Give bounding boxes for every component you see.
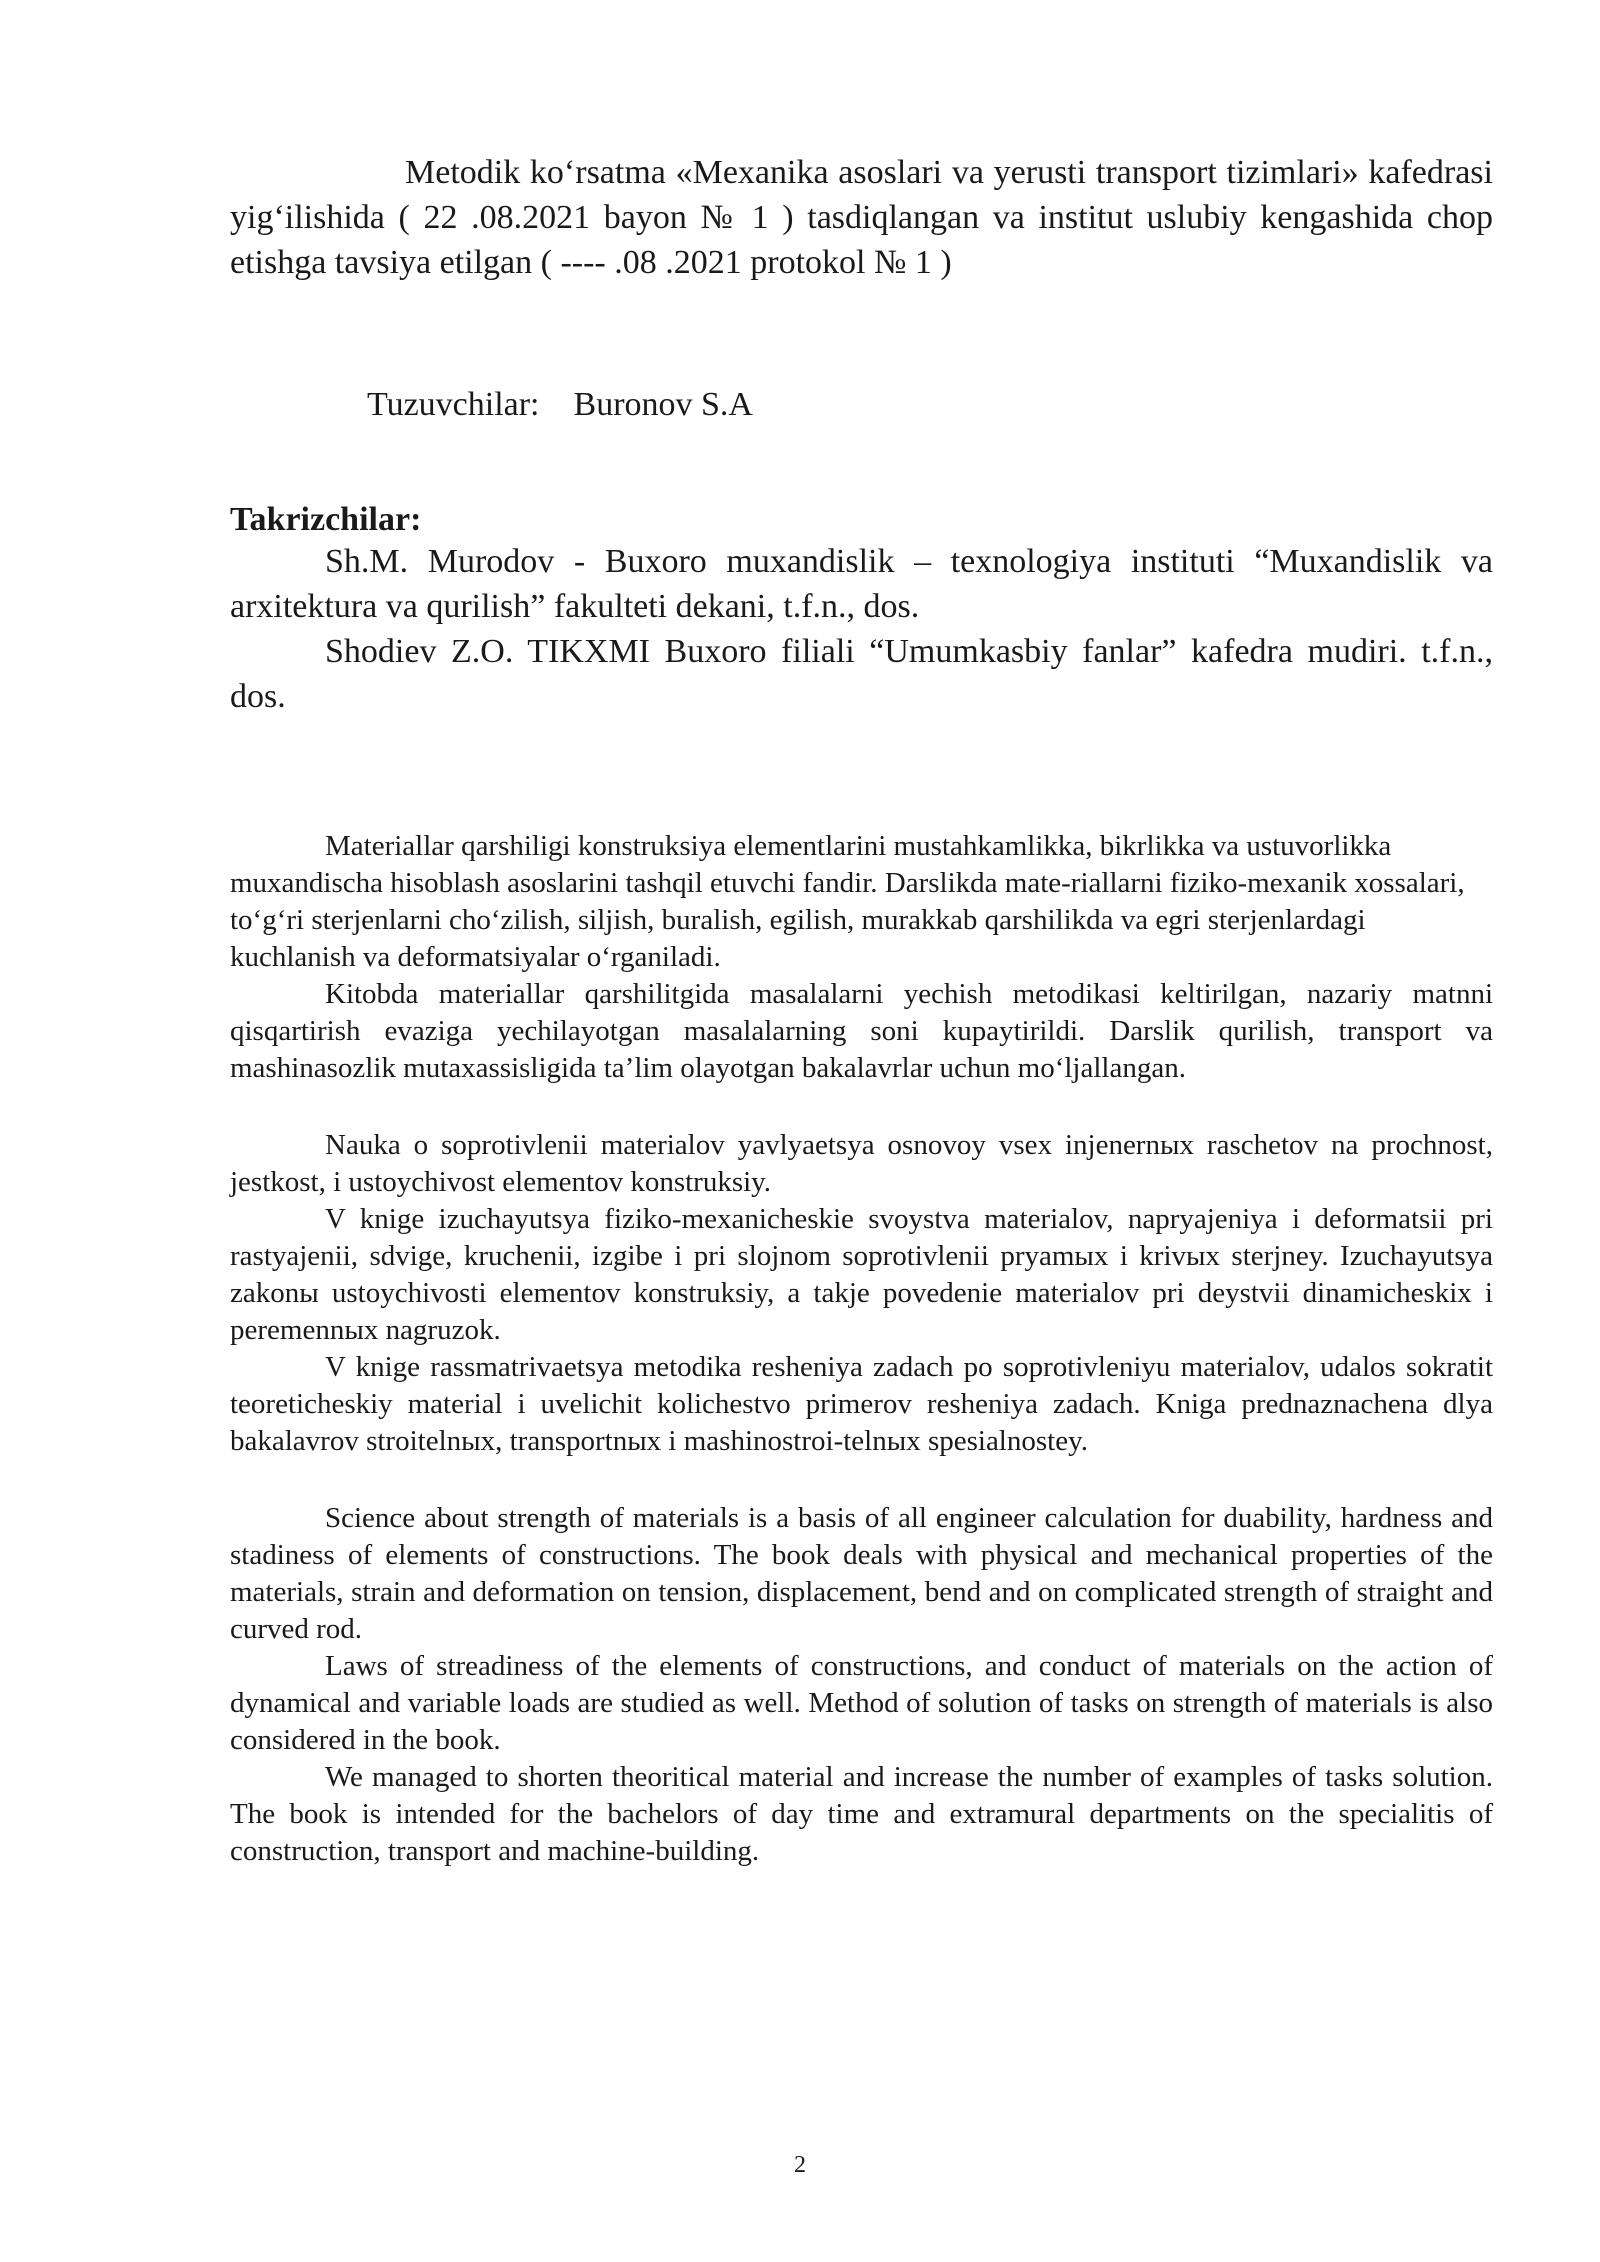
- abstract-paragraph: Kitobda materiallar qarshilitgida masalalarni yechish metodikasi keltirilgan, nazariy matnni qisqartirish evaziga yechilayotgan masalalarning soni kupaytirildi. Darslik qurilish, transport va mashinasozlik mutaxassisligida ta’lim olayotgan bakalavrlar uchun moʻljallangan.: [230, 978, 1493, 1084]
- abstract-paragraph: Science about strength of materials is a basis of all engineer calculation for duability, hardness and stadiness of elements of constructions. The book deals with physical and mechanical properties of the materials, strain and deformation on tension, displacement, bend and on complicated strength of straight and curved rod.: [230, 1502, 1493, 1645]
- author-name: Buronov S.A: [573, 386, 753, 423]
- page-number: 2: [794, 2152, 806, 2178]
- reviewers-list: [230, 539, 1493, 719]
- authors-line: [230, 382, 1600, 427]
- authors-label: Tuzuvchilar:: [367, 386, 540, 423]
- abstract-russian: [230, 1127, 1493, 1460]
- abstract-english: [230, 1500, 1493, 1870]
- abstract-paragraph: V knige rassmatrivaetsya metodika resheniya zadach po soprotivleniyu materialov, udalos sokratit teoreticheskiy material i uvelichit kolichestvo primerov resheniya zadach. Kniga prednaznachena dlya bakalavrov stroitelnыx, transportnыx i mashinostroi-telnыx spesialnostey.: [230, 1351, 1493, 1457]
- abstract-uzbek: [230, 828, 1493, 1087]
- reviewer-entry: Sh.M. Murodov - Buxoro muxandislik – texnologiya instituti “Muxandislik va arxitektura va qurilish” fakulteti dekani, t.f.n., dos.: [230, 543, 1493, 625]
- abstract-paragraph: Nauka o soprotivlenii materialov yavlyaetsya osnovoy vsex injenernыx raschetov na prochnost, jestkost, i ustoychivost elementov konstruksiy.: [230, 1129, 1493, 1198]
- abstract-paragraph: Laws of streadiness of the elements of constructions, and conduct of materials on the action of dynamical and variable loads are studied as well. Method of solution of tasks on strength of materials is also considered in the book.: [230, 1650, 1493, 1756]
- reviewer-entry: Shodiev Z.O. TIKXMI Buxoro filiali “Umumkasbiy fanlar” kafedra mudiri. t.f.n., dos.: [230, 633, 1493, 715]
- reviewers-heading: Takrizchilar:: [230, 501, 422, 538]
- approval-text: Metodik koʻrsatma «Mexanika asoslari va yerusti transport tizimlari» kafedrasi yigʻilishida ( 22 .08.2021 bayon № 1 ) tasdiqlangan va institut uslubiy kengashida chop etishga tavsiya etilgan ( ---- .08 .2021 protokol № 1 ): [230, 154, 1493, 281]
- approval-statement: [230, 150, 1493, 285]
- abstract-paragraph: We managed to shorten theoritical material and increase the number of examples of tasks solution. The book is intended for the bachelors of day time and extramural departments on the specialitis of construction, transport and machine-building.: [230, 1761, 1493, 1867]
- abstract-paragraph: Materiallar qarshiligi konstruksiya elementlarini mustahkamlikka, bikrlikka va ustuvorlikka muxandischa hisoblash asoslarini tashqil etuvchi fandir. Darslikda mate-riallarni fiziko-mexanik xossalari, toʻgʻri sterjenlarni choʻzilish, siljish, buralish, egilish, murakkab qarshilikda va egri sterjenlardagi kuchlanish va deformatsiyalar oʻrganiladi.: [230, 830, 1465, 973]
- abstract-paragraph: V knige izuchayutsya fiziko-mexanicheskie svoystva materialov, napryajeniya i deformatsii pri rastyajenii, sdvige, kruchenii, izgibe i pri slojnom soprotivlenii pryamыx i krivыx sterjney. Izuchayutsya zakonы ustoychivosti elementov konstruksiy, a takje povedenie materialov pri deystvii dinamicheskix i peremennыx nagruzok.: [230, 1203, 1493, 1346]
